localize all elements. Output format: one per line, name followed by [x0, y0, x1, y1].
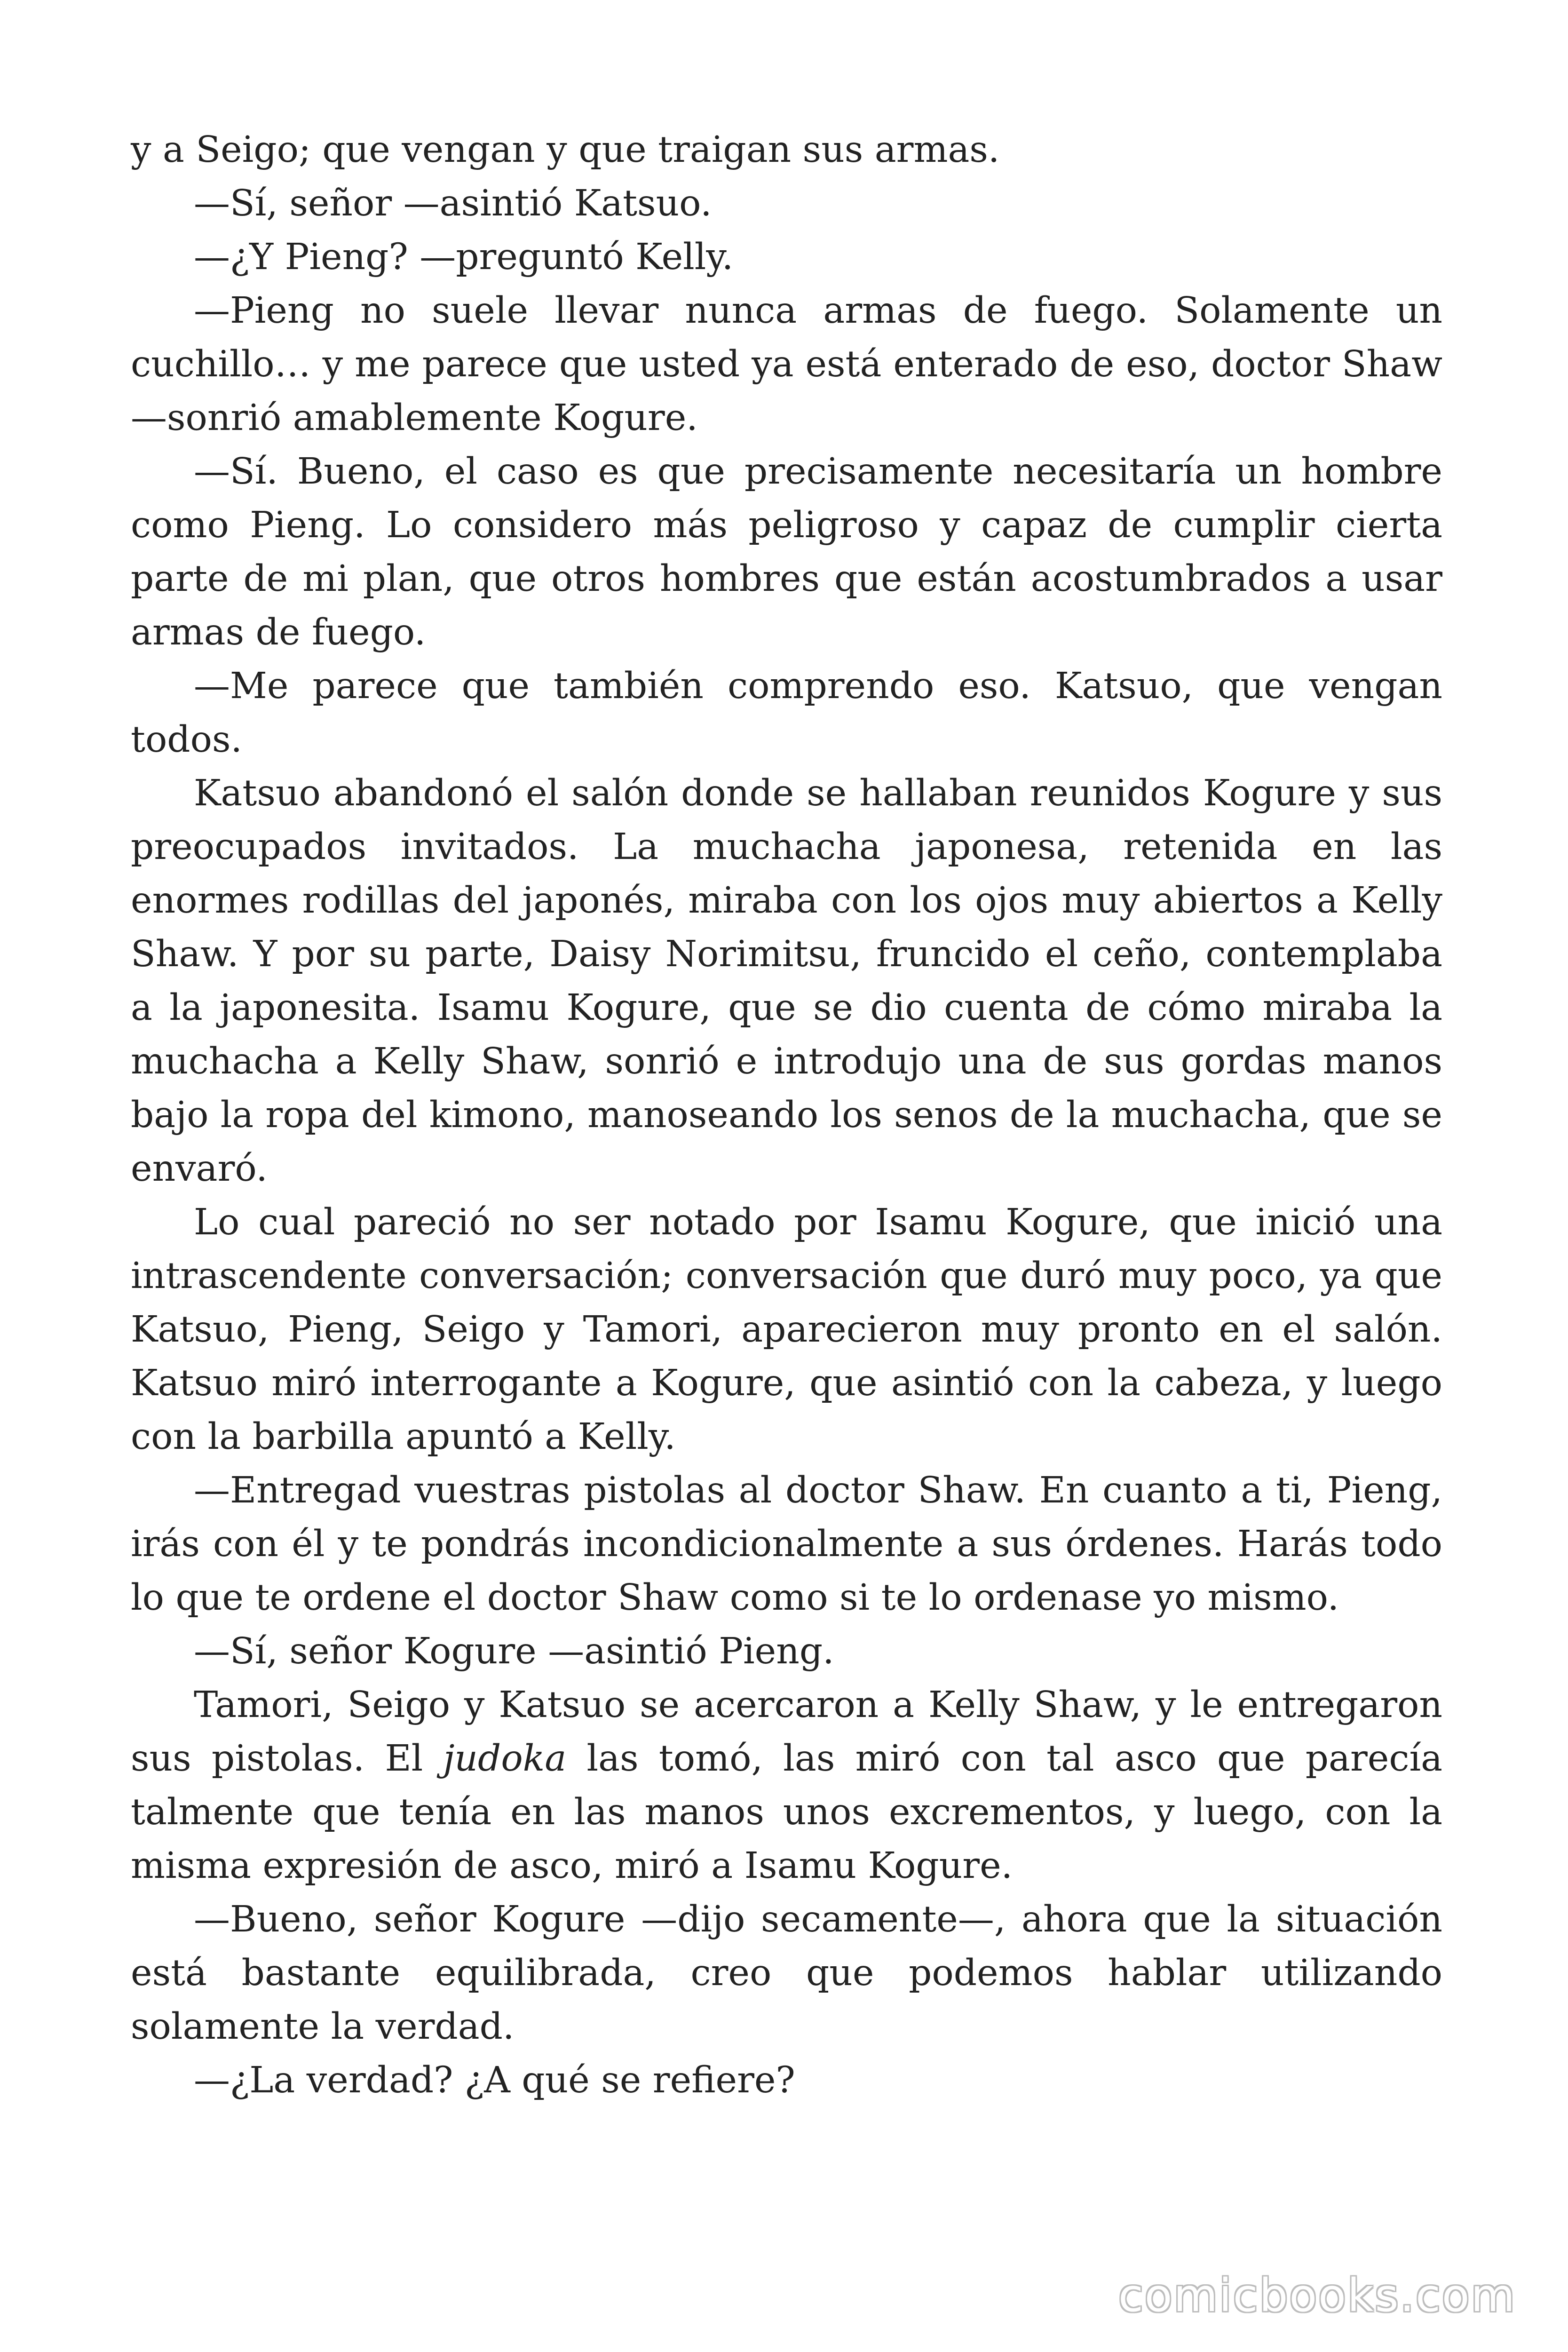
dialogue-kogure-question: —¿La verdad? ¿A qué se refiere? — [194, 2059, 795, 2101]
italic-judoka: judoka — [443, 1738, 567, 1780]
dialogue-kelly-plan: —Sí. Bueno, el caso es que precisamente necesitaría un hombre como Pieng. Lo considero más peligroso y capaz de cumplir cierta parte de mi plan, que otros hombres que están acostumbrados a usar armas de fuego. — [131, 451, 1442, 653]
dialogue-katsuo-assents: —Sí, señor —asintió Katsuo. — [194, 183, 712, 224]
paragraph-conversation: Lo cual pareció no ser notado por Isamu Kogure, que inició una intrascendente conversación; conversación que duró muy poco, ya que Katsuo, Pieng, Seigo y Tamori, aparecieron muy pronto en el salón. Katsuo miró interrogante a Kogure, que asintió con la cabeza, y luego con la barbilla apuntó a Kelly. — [131, 1201, 1442, 1458]
dialogue-hand-over-pistols: —Entregad vuestras pistolas al doctor Shaw. En cuanto a ti, Pieng, irás con él y te pondrás incondicionalmente a sus órdenes. Harás todo lo que te ordene el doctor Shaw como si te lo ordenase yo mismo. — [131, 1470, 1442, 1619]
dialogue-kogure-all-come: —Me parece que también comprendo eso. Katsuo, que vengan todos. — [131, 665, 1442, 761]
watermark: comicbooks.com — [1118, 2269, 1516, 2322]
dialogue-pieng-assents: —Sí, señor Kogure —asintió Pieng. — [194, 1630, 834, 1672]
paragraph-pistols-given-part1: Tamori, Seigo y Katsuo se acercaron a Kelly Shaw, y le entregaron sus pistolas. El — [131, 1684, 1442, 1780]
paragraph-continuation: y a Seigo; que vengan y que traigan sus armas. — [131, 129, 1000, 171]
page-body — [131, 123, 1442, 2107]
dialogue-kogure-knife: —Pieng no suele llevar nunca armas de fuego. Solamente un cuchillo… y me parece que usted ya está enterado de eso, doctor Shaw —sonrió amablemente Kogure. — [131, 290, 1442, 439]
paragraph-katsuo-leaves: Katsuo abandonó el salón donde se hallaban reunidos Kogure y sus preocupados invitados. La muchacha japonesa, retenida en las enormes rodillas del japonés, miraba con los ojos muy abiertos a Kelly Shaw. Y por su parte, Daisy Norimitsu, fruncido el ceño, contemplaba a la japonesita. Isamu Kogure, que se dio cuenta de cómo miraba la muchacha a Kelly Shaw, sonrió e introdujo una de sus gordas manos bajo la ropa del kimono, manoseando los senos de la muchacha, que se envaró. — [131, 772, 1442, 1190]
paragraph-pistols-given — [131, 1678, 1442, 1893]
paragraph-pistols-given-part2: las tomó, las miró con tal asco que parecía talmente que tenía en las manos unos excrementos, y luego, con la misma expresión de asco, miró a Isamu Kogure. — [131, 1738, 1442, 1887]
dialogue-kelly-asks-pieng: —¿Y Pieng? —preguntó Kelly. — [194, 236, 734, 278]
dialogue-kelly-truth: —Bueno, señor Kogure —dijo secamente—, ahora que la situación está bastante equilibrada, creo que podemos hablar utilizando solamente la verdad. — [131, 1899, 1442, 2048]
